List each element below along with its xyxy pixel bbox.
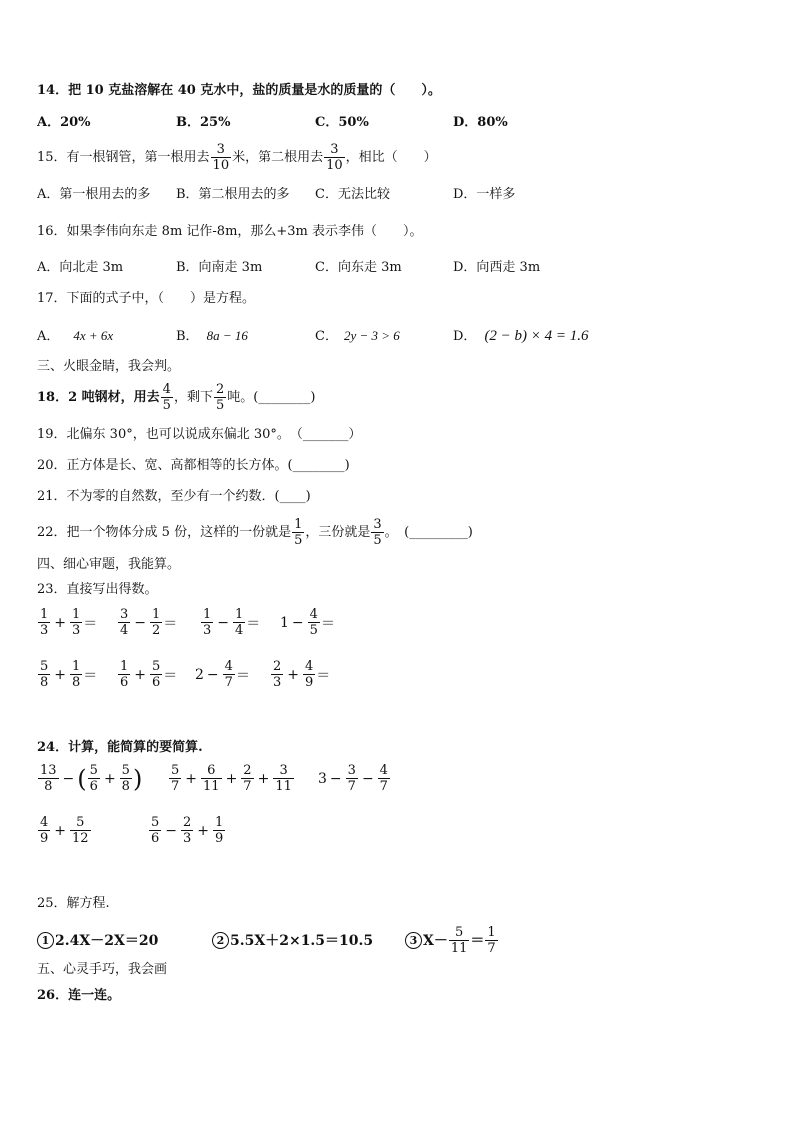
q25-equation-1 xyxy=(37,922,158,958)
q17-option-a[interactable] xyxy=(37,326,113,347)
q25-eq3-equals: ＝ xyxy=(470,933,485,949)
q15-text-pre: 15．有一根钢管，第一根用去 xyxy=(37,150,210,165)
q25-eq1-text: 2.4X－2X＝20 xyxy=(55,933,159,949)
q17-expr-a: 4x + 6x xyxy=(73,328,114,343)
q18-text-pre: 18．2 吨钢材，用去 xyxy=(37,390,160,405)
q18-fraction-2: $\frac{2}{5}$ xyxy=(215,382,225,413)
q24-expr-4: 4 9 + $\frac{5}{12}$ xyxy=(40,815,89,846)
q22-fraction-1: $\frac{1}{5}$ xyxy=(294,517,303,548)
q23-item-7: 2 − $\frac{4}{7}$ ＝ xyxy=(195,659,250,690)
q17-stem: 17．下面的式子中，（ ）是方程。 xyxy=(37,291,256,306)
q22-text-pre: 22．把一个物体分成 5 份，这样的一份就是 xyxy=(37,525,292,540)
q23-item-5: 5 8 + $\frac{1}{8}$ ＝ xyxy=(40,659,98,690)
q17-option-d[interactable] xyxy=(453,326,589,347)
q14-option-b[interactable]: B．25% xyxy=(176,115,231,130)
q23-stem: 23．直接写出得数。 xyxy=(37,582,158,597)
q14-option-d[interactable]: D．80% xyxy=(453,115,508,130)
q17-label-b: B． xyxy=(176,329,199,344)
q24-expr-3: 3 − $\frac{3}{7}$ − $\frac{4}{7}$ xyxy=(318,763,388,794)
q17-expr-c: 2y − 3 > 6 xyxy=(343,328,400,343)
q26-stem: 26．连一连。 xyxy=(37,988,121,1003)
q23-item-4: 1 − $\frac{4}{5}$ ＝ xyxy=(280,607,335,638)
q22-text-mid: ，三份就是 xyxy=(305,525,371,540)
q25-equation-2 xyxy=(212,922,373,958)
q20-stem: 20．正方体是长、宽、高都相等的长方体。(________) xyxy=(37,458,350,473)
q23-item-2: 3 4 − $\frac{1}{2}$ ＝ xyxy=(120,607,178,638)
q23-item-8: 2 3 + $\frac{4}{9}$ ＝ xyxy=(273,659,331,690)
q19-stem: 19．北偏东 30°，也可以说成东偏北 30°。 （_______） xyxy=(37,427,362,442)
q21-stem: 21．不为零的自然数，至少有一个约数．(____) xyxy=(37,489,311,504)
q22-stem xyxy=(37,513,473,553)
q24-expr-2: 5 7 + $\frac{6}{11}$ + $\frac{2}{7}$ + $\frac{3}{11}$ xyxy=(171,763,292,794)
q18-fraction-1: $\frac{4}{5}$ xyxy=(162,382,171,413)
q15-option-a[interactable]: A．第一根用去的多 xyxy=(37,187,151,202)
q24-stem: 24．计算，能简算的要简算. xyxy=(37,740,203,755)
q17-expr-d: (2 − b) × 4 = 1.6 xyxy=(484,328,589,344)
q24-expr-5: 5 6 − $\frac{2}{3}$ + $\frac{1}{9}$ xyxy=(151,815,224,846)
q15-option-c[interactable]: C．无法比较 xyxy=(315,187,390,202)
q16-option-b[interactable]: B．向南走 3m xyxy=(176,260,263,275)
section-4-heading: 四、细心审题，我能算。 xyxy=(37,557,181,572)
q18-text-post: 吨。(________) xyxy=(227,390,316,405)
q25-stem: 25．解方程. xyxy=(37,896,110,911)
circled-number-1: 1 xyxy=(37,932,54,949)
q17-expr-b: 8a − 16 xyxy=(206,328,248,343)
q15-option-b[interactable]: B．第二根用去的多 xyxy=(176,187,290,202)
circled-number-3: 3 xyxy=(405,932,422,949)
q16-option-a[interactable]: A．向北走 3m xyxy=(37,260,124,275)
q15-text-post: ，相比（ ） xyxy=(345,150,437,165)
q14-option-a[interactable]: A．20% xyxy=(37,115,91,130)
section-3-heading: 三、火眼金睛，我会判。 xyxy=(37,359,181,374)
q14-option-c[interactable]: C．50% xyxy=(315,115,369,130)
q25-equation-3: 3 X－ 5 11 ＝ 1 7 xyxy=(405,922,499,958)
q24-expr-1: 13 8 − ( 5 6 + $\frac{5}{8}$ ) xyxy=(40,763,143,794)
q23-item-3: 1 3 − $\frac{1}{4}$ ＝ xyxy=(203,607,261,638)
q23-item-6: 1 6 + $\frac{5}{6}$ ＝ xyxy=(120,659,178,690)
q15-fraction-2: $\frac{3}{10}$ xyxy=(326,142,343,173)
q16-stem: 16．如果李伟向东走 8m 记作-8m，那么+3m 表示李伟（ ）。 xyxy=(37,224,423,239)
q17-label-a: A． xyxy=(37,329,60,344)
q15-fraction-1: $\frac{3}{10}$ xyxy=(212,142,230,173)
q18-text-mid: ，剩下 xyxy=(173,390,213,405)
q17-label-c: C． xyxy=(315,329,338,344)
q22-fraction-2: $\frac{3}{5}$ xyxy=(373,517,382,548)
q15-option-d[interactable]: D．一样多 xyxy=(453,187,516,202)
q17-option-b[interactable] xyxy=(176,326,248,347)
q22-text-post: 。 (_________) xyxy=(384,525,473,540)
q17-option-c[interactable] xyxy=(315,326,400,347)
q15-text-mid: 米，第二根用去 xyxy=(232,150,324,165)
q25-eq3-left: X－ xyxy=(423,933,448,949)
q25-eq2-text: 5.5X＋2×1.5＝10.5 xyxy=(230,933,374,949)
q23-item-1: 1 3 + $\frac{1}{3}$ ＝ xyxy=(40,607,98,638)
q15-stem xyxy=(37,140,437,176)
q18-stem xyxy=(37,380,315,416)
q14-stem: 14．把 10 克盐溶解在 40 克水中，盐的质量是水的质量的（ ）。 xyxy=(37,83,441,98)
section-5-heading: 五、心灵手巧，我会画 xyxy=(37,962,168,977)
q16-option-c[interactable]: C．向东走 3m xyxy=(315,260,402,275)
circled-number-2: 2 xyxy=(212,932,229,949)
q16-option-d[interactable]: D．向西走 3m xyxy=(453,260,541,275)
q17-label-d: D． xyxy=(453,329,477,344)
